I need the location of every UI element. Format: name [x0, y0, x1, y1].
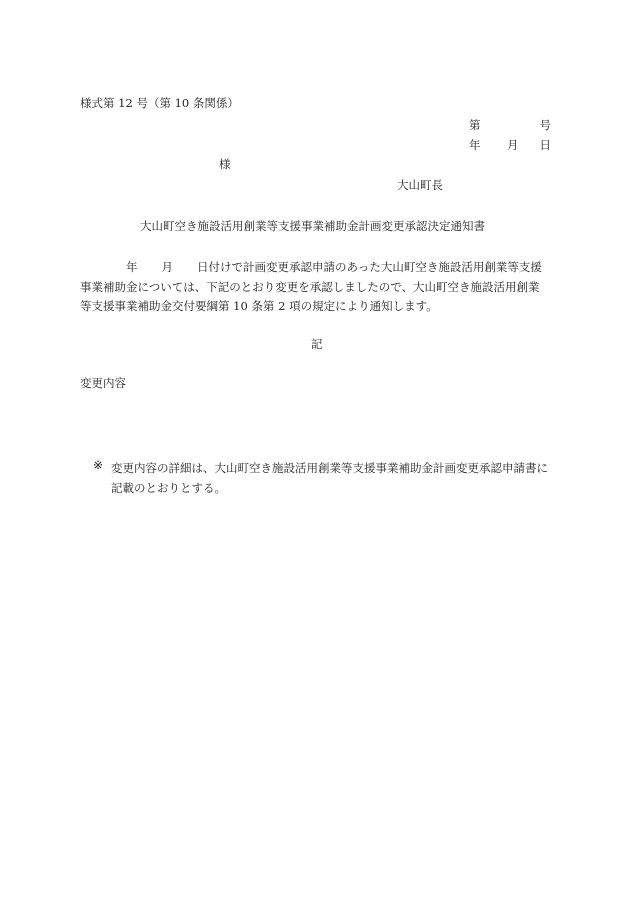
body-line-3: 等支援事業補助金交付要綱第 10 条第 2 項の規定により通知します。 [80, 299, 438, 313]
issuer-name: 大山町長 [397, 178, 443, 192]
change-content-heading: 変更内容 [80, 376, 126, 390]
body-year: 年 [126, 260, 138, 274]
body-line-2: 事業補助金については、下記のとおり変更を承認しましたので、大山町空き施設活用創業 [80, 279, 540, 294]
document-title: 大山町空き施設活用創業等支援事業補助金計画変更承認決定通知書 [140, 219, 485, 233]
body-month: 月 [161, 260, 173, 274]
date-month: 月 [507, 138, 519, 152]
date-year: 年 [469, 138, 481, 152]
note-text [111, 459, 548, 498]
note-mark: ※ [93, 458, 104, 472]
body-line-1 [80, 258, 550, 278]
body-line-1-text: 日付けで計画変更承認申請のあった大山町空き施設活用創業等支援 [197, 260, 542, 274]
note-line-1: 変更内容の詳細は、大山町空き施設活用創業等支援事業補助金計画変更承認申請書に [111, 461, 548, 475]
body-paragraph [80, 258, 550, 317]
note-line-2: 記載のとおりとする。 [111, 480, 226, 495]
ki-heading: 記 [311, 337, 323, 351]
form-number-label: 様式第 12 号（第 10 条関係） [80, 96, 239, 110]
number-prefix: 第 [469, 118, 481, 132]
number-suffix: 号 [539, 118, 551, 132]
addressee-honorific: 様 [219, 157, 231, 171]
date-day: 日 [539, 138, 551, 152]
